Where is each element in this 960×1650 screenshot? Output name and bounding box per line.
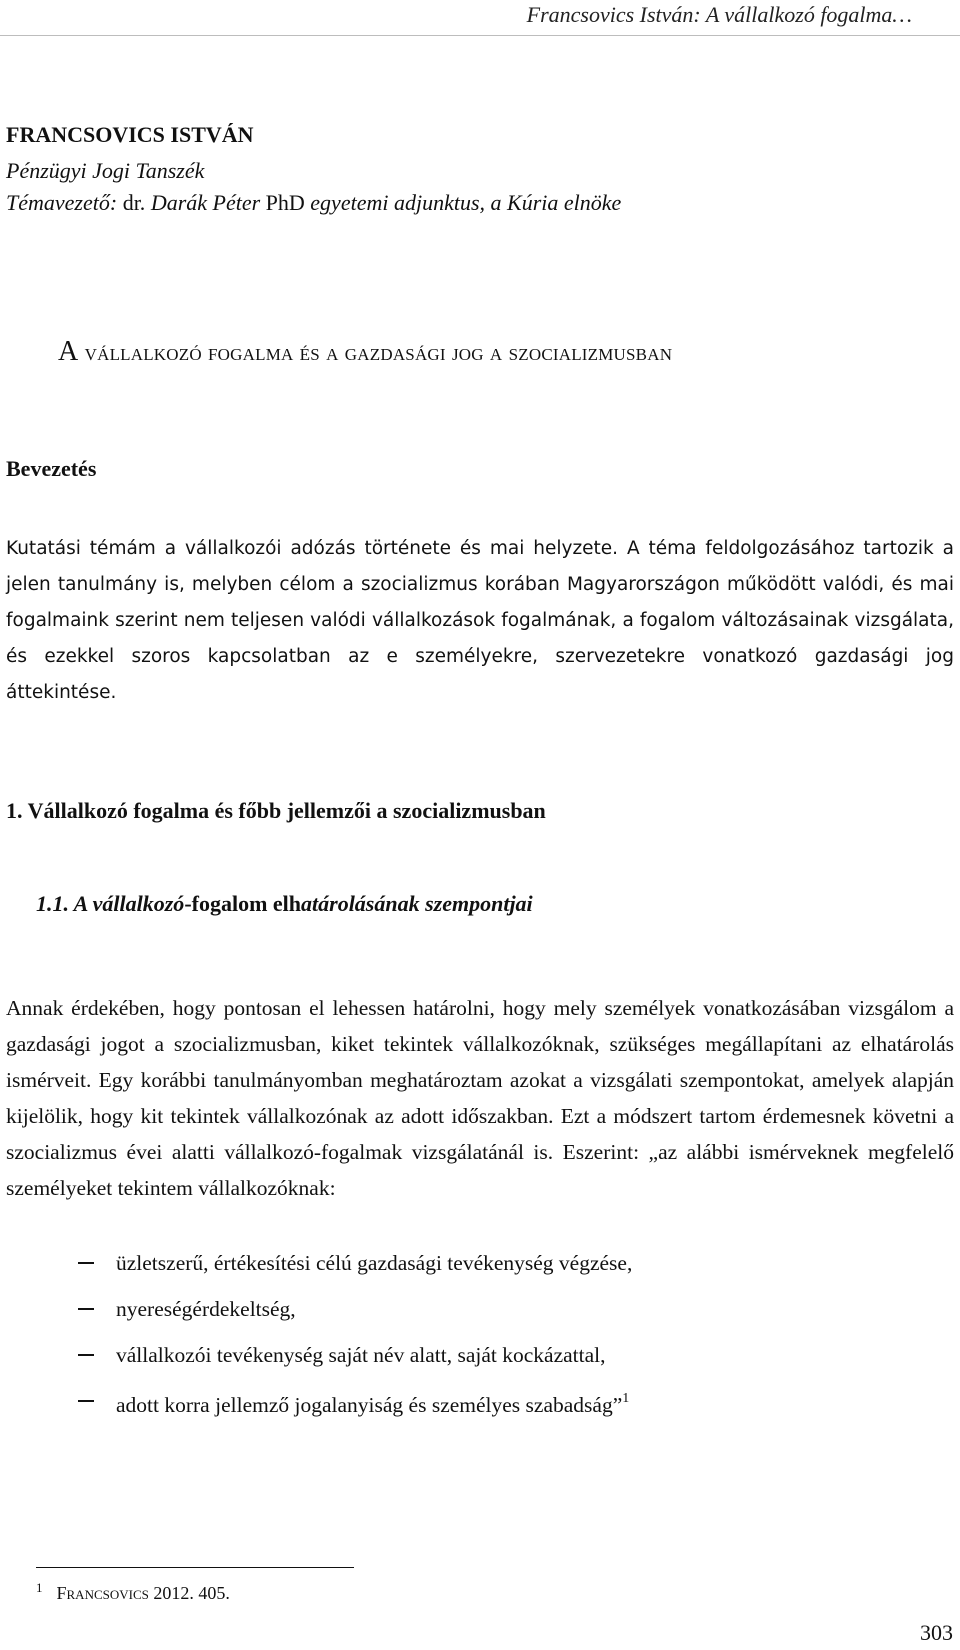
criteria-list <box>6 1245 954 1429</box>
footnote-author: Francsovics <box>56 1583 149 1603</box>
section-1-1-paragraph: Annak érdekében, hogy pontosan el lehessen határolni, hogy mely személyek vonatkozásában vizsgálom a gazdasági jogot a szocializmusban, kiket tekintek vállalkozóknak, szükséges megállapítani az elhatárolás ismérveit. Egy korábbi tanulmányomban meghatároztam azokat a vizsgálati szempontokat, amelyek alapján kijelölik, hogy kit tekintek vállalkozónak az adott időszakban. Ezt a módszert tartom érdemesnek követni a szocializmus évei alatti vállalkozó-fogalmak vizsgálatánál is. Eszerint: „az alábbi ismérveknek megfelelő személyeket tekintem vállalkozóknak: <box>6 996 954 1200</box>
list-item <box>6 1245 954 1291</box>
title-rest: vállalkozó fogalma és a gazdasági jog a szocializmusban <box>78 340 673 366</box>
section-1-1-part-a: A vállalkozó <box>69 891 185 916</box>
criterion-text: vállalkozói tevékenység saját név alatt, saját kockázattal, <box>116 1343 606 1367</box>
criterion-text: üzletszerű, értékesítési célú gazdasági tevékenység végzése, <box>116 1251 633 1275</box>
dash-bullet-icon <box>78 1308 94 1310</box>
department: Pénzügyi Jogi Tanszék <box>6 158 205 183</box>
list-item <box>6 1383 954 1429</box>
section-1-heading: 1. Vállalkozó fogalma és főbb jellemzői a szocializmusban <box>6 798 546 823</box>
title-first-letter: A <box>58 336 79 367</box>
footnote-number: 1 <box>36 1580 43 1595</box>
footnote-text: 2012. 405. <box>148 1583 230 1603</box>
footnote <box>36 1580 230 1604</box>
dash-bullet-icon <box>78 1400 94 1402</box>
author-name: FRANCSOVICS ISTVÁN <box>6 122 254 147</box>
criterion-text: adott korra jellemző jogalanyiság és személyes szabadság” <box>116 1393 623 1418</box>
intro-paragraph: Kutatási témám a vállalkozói adózás története és mai helyzete. A téma feldolgozásához tartozik a jelen tanulmány is, melyben célom a szocializmus korában Magyarországon működött valódi, és mai fogalmaink szerint nem teljesen valódi vállalkozások fogalmának, a fogalom változásainak vizsgálata, és ezekkel szoros kapcsolatban az e személyekre, szervezetekre vonatkozó gazdasági jog áttekintése. <box>6 538 954 703</box>
paper-title <box>58 336 672 368</box>
supervisor-label: Témavezető: <box>6 190 118 215</box>
supervisor-degree: PhD <box>265 190 305 215</box>
criterion-text: nyereségérdekeltség, <box>116 1297 296 1321</box>
dash-bullet-icon <box>78 1354 94 1356</box>
intro-heading: Bevezetés <box>6 456 97 481</box>
supervisor-name: Darák Péter <box>150 190 261 215</box>
supervisor-position: egyetemi adjunktus, a Kúria elnöke <box>310 190 622 215</box>
footnote-reference[interactable]: 1 <box>622 1391 630 1406</box>
dash-bullet-icon <box>78 1262 94 1264</box>
running-head: Francsovics István: A vállalkozó fogalma… <box>0 0 960 36</box>
supervisor-line <box>6 190 621 216</box>
page-number: 303 <box>920 1620 953 1645</box>
section-1-1-number: 1.1. <box>36 891 69 916</box>
footnote-divider <box>36 1567 354 1568</box>
list-item <box>6 1291 954 1337</box>
supervisor-title-prefix: dr. <box>122 190 146 215</box>
list-item <box>6 1337 954 1383</box>
section-1-1-part-c: atárolásának szempontjai <box>301 891 533 916</box>
section-1-1-part-b: -fogalom elh <box>184 891 302 916</box>
section-1-1-heading <box>36 891 533 917</box>
